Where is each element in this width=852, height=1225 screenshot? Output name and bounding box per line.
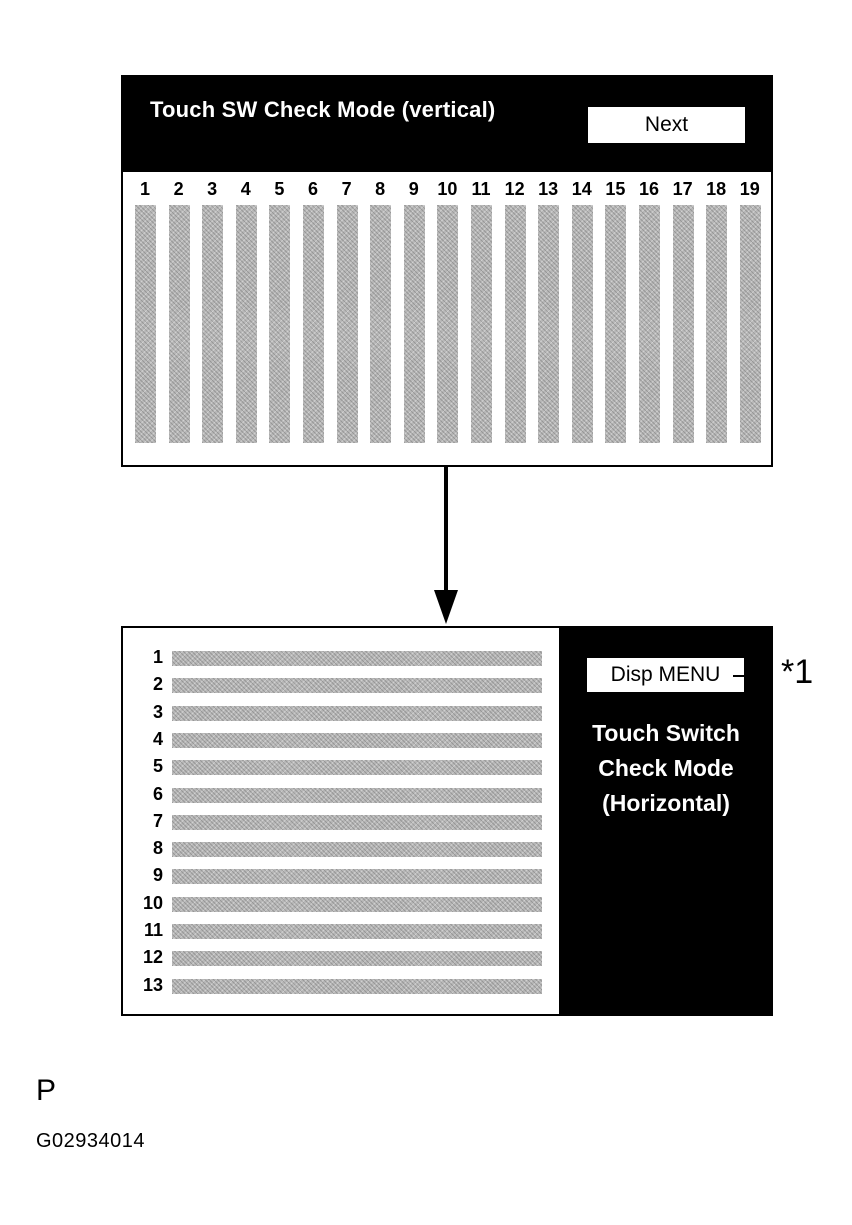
column-number: 19 [739, 179, 760, 199]
column-number: 18 [706, 179, 727, 199]
vertical-bar-row [123, 205, 771, 443]
horizontal-touch-bar[interactable] [172, 869, 542, 884]
vertical-touch-bar[interactable] [370, 205, 391, 443]
callout-leader-line [733, 675, 747, 677]
row-number: 11 [143, 920, 163, 940]
vertical-touch-bar[interactable] [639, 205, 660, 443]
horizontal-row [123, 728, 559, 750]
horizontal-row [123, 810, 559, 832]
horizontal-row [123, 946, 559, 968]
horizontal-screen-panel [559, 628, 773, 1014]
down-arrow-icon [434, 590, 458, 624]
row-number: 6 [152, 783, 163, 804]
column-number: 7 [341, 179, 352, 199]
horizontal-touch-bar[interactable] [172, 788, 542, 803]
row-number: 8 [152, 838, 163, 859]
row-number: 4 [152, 728, 163, 749]
horizontal-touch-bar[interactable] [172, 842, 542, 857]
next-button[interactable]: Next [588, 107, 745, 143]
mode-title-line: Touch Switch [592, 720, 740, 746]
vertical-touch-bar[interactable] [337, 205, 358, 443]
column-number: 12 [504, 179, 525, 199]
horizontal-touch-bar[interactable] [172, 897, 542, 912]
mode-title-line: (Horizontal) [602, 790, 730, 816]
vertical-touch-bar[interactable] [169, 205, 190, 443]
vertical-touch-bar[interactable] [673, 205, 694, 443]
column-number: 8 [375, 179, 386, 199]
vertical-touch-bar[interactable] [202, 205, 223, 443]
row-number: 5 [152, 756, 163, 777]
horizontal-check-screen [121, 626, 773, 1016]
column-number: 4 [240, 179, 251, 199]
column-number: 10 [437, 179, 458, 199]
vertical-touch-bar[interactable] [437, 205, 458, 443]
horizontal-touch-bar[interactable] [172, 678, 542, 693]
horizontal-row [123, 919, 559, 941]
horizontal-touch-bar[interactable] [172, 815, 542, 830]
horizontal-row [123, 673, 559, 695]
column-number: 15 [605, 179, 626, 199]
footer-letter: P [36, 1074, 57, 1107]
row-number: 2 [152, 674, 163, 695]
vertical-touch-bar[interactable] [605, 205, 626, 443]
column-number: 13 [538, 179, 559, 199]
column-number: 16 [638, 179, 660, 199]
horizontal-touch-bar[interactable] [172, 951, 542, 966]
horizontal-row [123, 864, 559, 886]
callout-leader-dash [752, 675, 766, 677]
vertical-touch-bar[interactable] [572, 205, 593, 443]
vertical-screen-title: Touch SW Check Mode (vertical) [150, 97, 496, 122]
horizontal-bar-list [123, 646, 559, 1006]
vertical-touch-bar[interactable] [404, 205, 425, 443]
vertical-touch-bar[interactable] [303, 205, 324, 443]
vertical-touch-bar[interactable] [538, 205, 559, 443]
row-number: 3 [152, 701, 163, 722]
horizontal-row [123, 646, 559, 668]
horizontal-row [123, 974, 559, 996]
row-number: 10 [142, 892, 163, 913]
vertical-touch-bar[interactable] [505, 205, 526, 443]
horizontal-touch-bar[interactable] [172, 760, 542, 775]
figure-code: G02934014 [36, 1130, 146, 1152]
row-number: 13 [142, 974, 163, 995]
horizontal-touch-bar[interactable] [172, 924, 542, 939]
column-number: 3 [207, 179, 218, 199]
mode-title-line: Check Mode [598, 755, 734, 781]
column-number: 9 [408, 179, 419, 199]
horizontal-mode-title [559, 716, 773, 821]
horizontal-touch-bar[interactable] [172, 733, 542, 748]
horizontal-row [123, 783, 559, 805]
row-number: 7 [152, 810, 163, 831]
vertical-touch-bar[interactable] [269, 205, 290, 443]
vertical-screen-header [123, 77, 771, 172]
disp-menu-button[interactable]: Disp MENU [587, 658, 744, 692]
column-number-row [123, 179, 771, 203]
column-number: 1 [139, 179, 150, 199]
horizontal-touch-bar[interactable] [172, 979, 542, 994]
horizontal-row [123, 755, 559, 777]
column-number: 14 [571, 179, 592, 199]
horizontal-touch-bar[interactable] [172, 706, 542, 721]
vertical-check-screen [121, 75, 773, 467]
flow-arrow-line [444, 467, 448, 592]
callout-label: *1 [781, 653, 814, 691]
column-number: 2 [173, 179, 184, 199]
row-number: 12 [142, 947, 163, 968]
column-number: 6 [307, 179, 318, 199]
horizontal-touch-bar[interactable] [172, 651, 542, 666]
column-number: 11 [471, 179, 491, 199]
horizontal-row [123, 892, 559, 914]
column-number: 17 [672, 179, 693, 199]
vertical-touch-bar[interactable] [471, 205, 492, 443]
row-number: 9 [152, 865, 163, 886]
horizontal-row [123, 701, 559, 723]
vertical-touch-bar[interactable] [236, 205, 257, 443]
horizontal-row [123, 837, 559, 859]
vertical-touch-bar[interactable] [740, 205, 761, 443]
row-number: 1 [152, 647, 163, 667]
vertical-touch-bar[interactable] [706, 205, 727, 443]
column-number: 5 [274, 179, 285, 199]
vertical-touch-bar[interactable] [135, 205, 156, 443]
